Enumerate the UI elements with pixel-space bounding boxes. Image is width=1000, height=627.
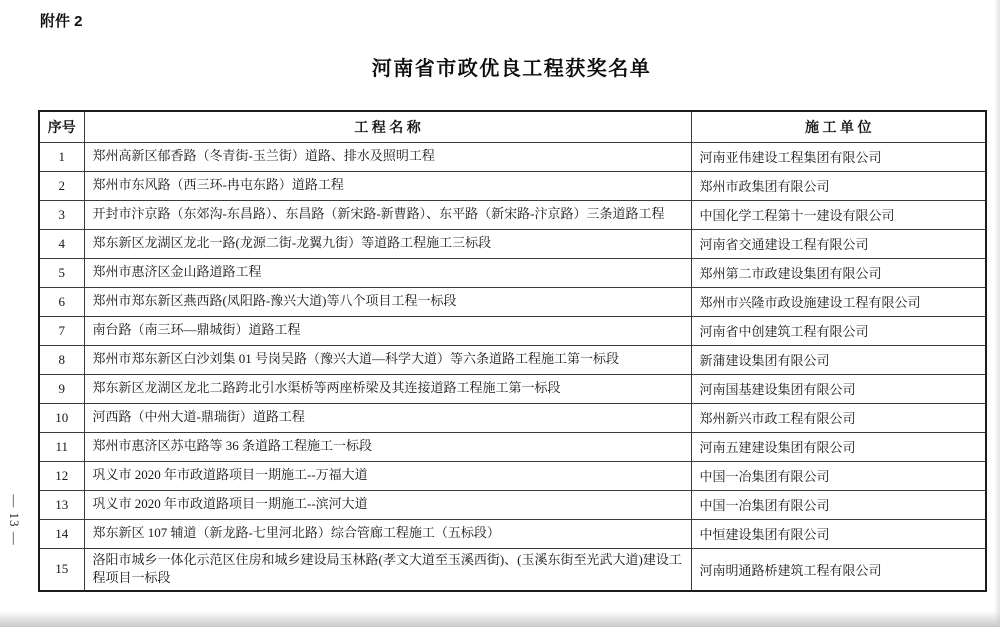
project-name-cell: 郑州高新区郁香路（冬青街-玉兰街）道路、排水及照明工程	[84, 142, 691, 171]
project-name-cell: 河西路（中州大道-鼎瑞街）道路工程	[84, 403, 691, 432]
company-name-cell: 河南省中创建筑工程有限公司	[691, 316, 986, 345]
company-name-cell: 中国一冶集团有限公司	[691, 461, 986, 490]
row-number-cell: 9	[39, 374, 84, 403]
table-row	[39, 142, 986, 171]
company-name-cell: 郑州市兴隆市政设施建设工程有限公司	[691, 287, 986, 316]
company-name-cell: 河南亚伟建设工程集团有限公司	[691, 142, 986, 171]
project-name-cell: 郑州市东风路（西三环-冉屯东路）道路工程	[84, 171, 691, 200]
side-page-number: — 13 —	[7, 494, 22, 546]
row-number-cell: 12	[39, 461, 84, 490]
row-number-cell: 14	[39, 519, 84, 548]
company-name-cell: 中恒建设集团有限公司	[691, 519, 986, 548]
table-row	[39, 345, 986, 374]
company-name-cell: 河南明通路桥建筑工程有限公司	[691, 548, 986, 591]
company-name-cell: 郑州第二市政建设集团有限公司	[691, 258, 986, 287]
column-header-company: 施 工 单 位	[691, 111, 986, 142]
table-body	[39, 142, 986, 591]
project-name-cell: 巩义市 2020 年市政道路项目一期施工--万福大道	[84, 461, 691, 490]
awards-table	[38, 110, 987, 592]
table-row	[39, 461, 986, 490]
row-number-cell: 11	[39, 432, 84, 461]
project-name-cell: 洛阳市城乡一体化示范区住房和城乡建设局玉林路(孝文大道至玉溪西街)、(玉溪东街至光武大道)建设工程项目一标段	[84, 548, 691, 591]
table-row	[39, 548, 986, 591]
company-name-cell: 中国一冶集团有限公司	[691, 490, 986, 519]
company-name-cell: 中国化学工程第十一建设有限公司	[691, 200, 986, 229]
row-number-cell: 15	[39, 548, 84, 591]
attachment-label: 附件 2	[40, 13, 83, 30]
row-number-cell: 7	[39, 316, 84, 345]
page-bottom-edge-shadow	[0, 611, 1000, 627]
table-row	[39, 171, 986, 200]
table-row	[39, 490, 986, 519]
table-header	[39, 111, 986, 142]
company-name-cell: 河南五建建设集团有限公司	[691, 432, 986, 461]
row-number-cell: 10	[39, 403, 84, 432]
table-row	[39, 432, 986, 461]
row-number-cell: 3	[39, 200, 84, 229]
table-row	[39, 287, 986, 316]
table-row	[39, 229, 986, 258]
table-row	[39, 519, 986, 548]
table-row	[39, 316, 986, 345]
row-number-cell: 4	[39, 229, 84, 258]
table-row	[39, 403, 986, 432]
project-name-cell: 郑东新区 107 辅道（新龙路-七里河北路）综合管廊工程施工（五标段）	[84, 519, 691, 548]
column-header-no: 序号	[39, 111, 84, 142]
table-row	[39, 374, 986, 403]
row-number-cell: 8	[39, 345, 84, 374]
page-title: 河南省市政优良工程获奖名单	[371, 58, 652, 80]
table-row	[39, 258, 986, 287]
row-number-cell: 2	[39, 171, 84, 200]
row-number-cell: 5	[39, 258, 84, 287]
column-header-project: 工 程 名 称	[84, 111, 691, 142]
company-name-cell: 河南省交通建设工程有限公司	[691, 229, 986, 258]
row-number-cell: 1	[39, 142, 84, 171]
project-name-cell: 郑州市郑东新区白沙刘集 01 号岗吴路（豫兴大道—科学大道）等六条道路工程施工第一标段	[84, 345, 691, 374]
company-name-cell: 郑州市政集团有限公司	[691, 171, 986, 200]
project-name-cell: 郑东新区龙湖区龙北二路跨北引水渠桥等两座桥梁及其连接道路工程施工第一标段	[84, 374, 691, 403]
project-name-cell: 郑东新区龙湖区龙北一路(龙源二街-龙翼九街）等道路工程施工三标段	[84, 229, 691, 258]
project-name-cell: 郑州市惠济区金山路道路工程	[84, 258, 691, 287]
project-name-cell: 巩义市 2020 年市政道路项目一期施工--滨河大道	[84, 490, 691, 519]
project-name-cell: 郑州市惠济区苏屯路等 36 条道路工程施工一标段	[84, 432, 691, 461]
project-name-cell: 开封市汴京路（东郊沟-东昌路）、东昌路（新宋路-新曹路）、东平路（新宋路-汴京路）三条道路工程	[84, 200, 691, 229]
row-number-cell: 6	[39, 287, 84, 316]
project-name-cell: 郑州市郑东新区燕西路(凤阳路-豫兴大道)等八个项目工程一标段	[84, 287, 691, 316]
company-name-cell: 郑州新兴市政工程有限公司	[691, 403, 986, 432]
table-row	[39, 200, 986, 229]
row-number-cell: 13	[39, 490, 84, 519]
company-name-cell: 河南国基建设集团有限公司	[691, 374, 986, 403]
company-name-cell: 新蒲建设集团有限公司	[691, 345, 986, 374]
project-name-cell: 南台路（南三环—鼎城街）道路工程	[84, 316, 691, 345]
page-right-edge-shadow	[994, 0, 1000, 627]
